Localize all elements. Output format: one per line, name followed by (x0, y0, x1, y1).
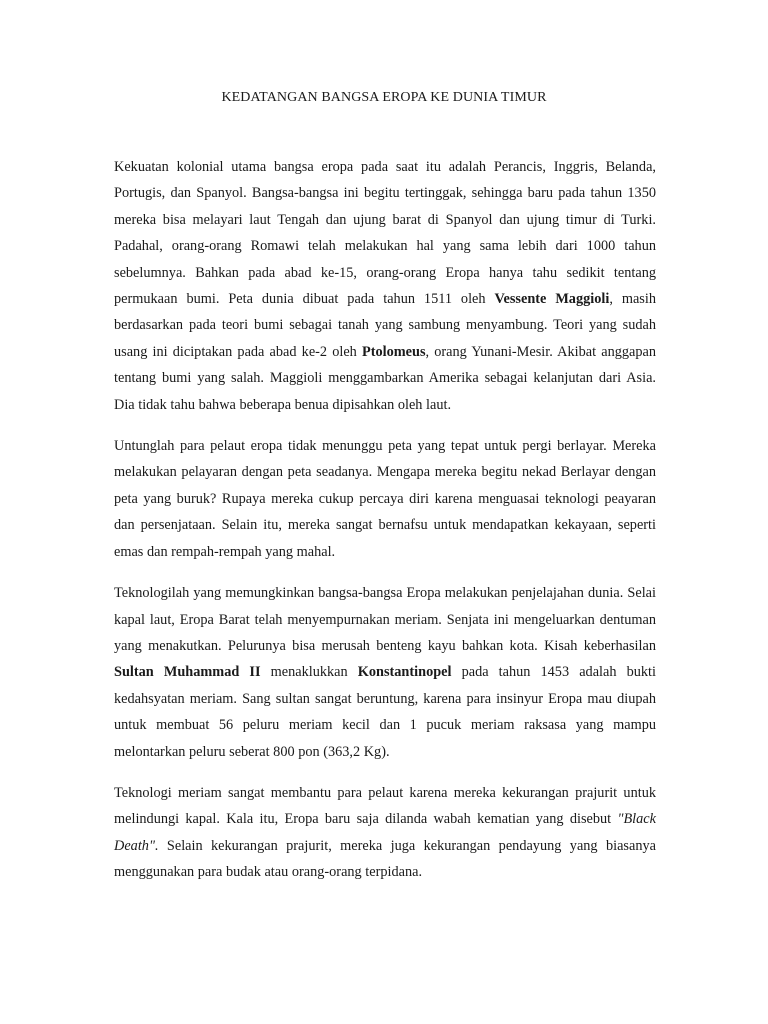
text-segment: Teknologilah yang memungkinkan bangsa-bangsa Eropa melakukan penjelajahan dunia. Selai kapal laut, Eropa Barat telah menyempurnakan meriam. Senjata ini mengeluarkan dentuman yang menakutkan. Pelurunya bisa merusah benteng kayu bahkan kota. Kisah keberhasilan (114, 585, 656, 654)
paragraph-p1 (114, 154, 656, 418)
paragraph-p3 (114, 580, 656, 765)
text-segment: menaklukkan (260, 664, 358, 681)
text-segment: Kekuatan kolonial utama bangsa eropa pada saat itu adalah Perancis, Inggris, Belanda, Portugis, dan Spanyol. Bangsa-bangsa ini begitu tertinggak, sehingga baru pada tahun 1350 mereka bisa melayari laut Tengah dan ujung barat di Spanyol dan ujung timur di Turki. Padahal, orang-orang Romawi telah melakukan hal yang sama lebih dari 1000 tahun sebelumnya. Bahkan pada abad ke-15, orang-orang Eropa hanya tahu sedikit tentang permukaan bumi. Peta dunia dibuat pada tahun 1511 oleh (114, 159, 656, 308)
bold-text: Ptolomeus (361, 343, 426, 360)
text-segment: pada tahun 1453 adalah bukti kedahsyatan meriam. Sang sultan sangat beruntung, karena para insinyur Eropa mau diupah untuk membuat 56 peluru meriam kecil dan 1 pucuk meriam raksasa yang mampu melontarkan peluru seberat 800 pon (363,2 Kg). (114, 664, 656, 760)
bold-text: Sultan Muhammad II (114, 664, 261, 681)
document-title: KEDATANGAN BANGSA EROPA KE DUNIA TIMUR (221, 90, 547, 105)
text-segment: Teknologi meriam sangat membantu para pelaut karena mereka kekurangan prajurit untuk melindungi kapal. Kala itu, Eropa baru saja dilanda wabah kematian yang disebut (114, 784, 656, 828)
text-segment: , masih berdasarkan pada teori bumi sebagai tanah yang sambung menyambung. Teori yang sudah usang ini diciptakan pada abad ke-2 oleh (114, 291, 656, 360)
bold-text: Vessente Maggioli (494, 291, 610, 308)
text-segment: Selain kekurangan prajurit, mereka juga kekurangan pendayung yang biasanya menggunakan para budak atau orang-orang terpidana. (114, 837, 656, 881)
paragraph-p4 (114, 780, 656, 886)
document-body (114, 154, 656, 901)
text-segment: Untunglah para pelaut eropa tidak menunggu peta yang tepat untuk pergi berlayar. Mereka melakukan pelayaran dengan peta seadanya. Mengapa mereka begitu nekad Berlayar dengan peta yang buruk? Rupaya mereka cukup percaya diri karena menguasai teknologi peayaran dan persenjataan. Selain itu, mereka sangat bernafsu untuk mendapatkan kekayaan, seperti emas dan rempah-rempah yang mahal. (114, 438, 656, 560)
text-segment: , orang Yunani-Mesir. Akibat anggapan tentang bumi yang salah. Maggioli menggambarkan Amerika sebagai kelanjutan dari Asia. Dia tidak tahu bahwa beberapa benua dipisahkan oleh laut. (114, 343, 656, 413)
paragraph-p2 (114, 433, 656, 565)
bold-text: Konstantinopel (357, 664, 452, 681)
italic-text: "Black Death". (114, 811, 656, 854)
